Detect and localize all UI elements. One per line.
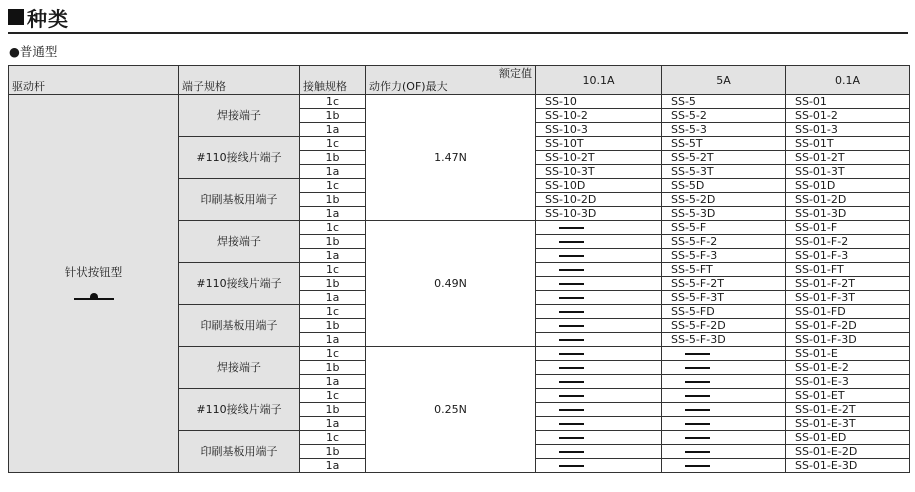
header-force: 动作力(OF)最大 <box>369 80 448 93</box>
model-code-cell: SS-5-FT <box>662 263 786 277</box>
model-code-cell: SS-01-ED <box>786 431 910 445</box>
dash-icon <box>559 465 584 467</box>
table-row <box>9 95 910 109</box>
model-code-cell: SS-01-2D <box>786 193 910 207</box>
model-code-cell: SS-01-F-3D <box>786 333 910 347</box>
dash-icon <box>559 437 584 439</box>
empty-cell <box>536 375 662 389</box>
dash-icon <box>559 241 584 243</box>
empty-cell <box>536 403 662 417</box>
model-code-cell: SS-5 <box>662 95 786 109</box>
terminal-type-cell: #110接线片端子 <box>179 263 300 305</box>
contact-cell: 1b <box>300 109 366 123</box>
dash-icon <box>559 297 584 299</box>
contact-cell: 1b <box>300 235 366 249</box>
model-code-cell: SS-01-F-2D <box>786 319 910 333</box>
contact-cell: 1a <box>300 459 366 473</box>
model-code-cell: SS-01-3T <box>786 165 910 179</box>
empty-cell <box>662 403 786 417</box>
model-code-cell: SS-01-FT <box>786 263 910 277</box>
terminal-type-cell: 印刷基板用端子 <box>179 179 300 221</box>
model-code-cell: SS-01-E-2 <box>786 361 910 375</box>
dash-icon <box>685 437 710 439</box>
empty-cell <box>662 375 786 389</box>
header-row <box>9 66 910 95</box>
contact-cell: 1a <box>300 375 366 389</box>
empty-cell <box>536 417 662 431</box>
empty-cell <box>536 305 662 319</box>
header-current-0: 10.1A <box>536 66 662 95</box>
section-title <box>8 3 69 31</box>
dash-icon <box>685 423 710 425</box>
subtitle: ●普通型 <box>9 44 58 59</box>
contact-cell: 1c <box>300 389 366 403</box>
contact-cell: 1b <box>300 445 366 459</box>
operating-force-cell: 0.49N <box>366 221 536 347</box>
pin-plunger-icon <box>74 289 114 301</box>
dash-icon <box>685 367 710 369</box>
spec-table <box>8 65 910 473</box>
dash-icon <box>559 283 584 285</box>
black-square-icon <box>8 9 24 25</box>
contact-cell: 1b <box>300 193 366 207</box>
empty-cell <box>536 235 662 249</box>
contact-cell: 1b <box>300 319 366 333</box>
contact-cell: 1b <box>300 403 366 417</box>
empty-cell <box>536 389 662 403</box>
empty-cell <box>536 263 662 277</box>
terminal-type-cell: 焊接端子 <box>179 347 300 389</box>
model-code-cell: SS-01-ET <box>786 389 910 403</box>
model-code-cell: SS-01-E-2D <box>786 445 910 459</box>
header-current-1: 5A <box>662 66 786 95</box>
model-code-cell: SS-01-2 <box>786 109 910 123</box>
model-code-cell: SS-01-E <box>786 347 910 361</box>
empty-cell <box>662 389 786 403</box>
model-code-cell: SS-5-2T <box>662 151 786 165</box>
header-contact: 接触规格 <box>300 66 366 95</box>
model-code-cell: SS-5-FD <box>662 305 786 319</box>
empty-cell <box>662 361 786 375</box>
empty-cell <box>662 347 786 361</box>
model-code-cell: SS-5-F-2T <box>662 277 786 291</box>
model-code-cell: SS-5D <box>662 179 786 193</box>
terminal-type-cell: 印刷基板用端子 <box>179 305 300 347</box>
empty-cell <box>662 417 786 431</box>
empty-cell <box>536 333 662 347</box>
contact-cell: 1c <box>300 347 366 361</box>
contact-cell: 1c <box>300 305 366 319</box>
model-code-cell: SS-5-2 <box>662 109 786 123</box>
contact-cell: 1c <box>300 95 366 109</box>
model-code-cell: SS-10-3 <box>536 123 662 137</box>
dash-icon <box>559 339 584 341</box>
header-terminal: 端子规格 <box>179 66 300 95</box>
actuator-type-label: 针状按钮型 <box>64 265 123 279</box>
terminal-type-cell: 焊接端子 <box>179 95 300 137</box>
model-code-cell: SS-01-F-3 <box>786 249 910 263</box>
header-force-rated <box>366 66 536 95</box>
empty-cell <box>536 361 662 375</box>
model-code-cell: SS-01-E-3 <box>786 375 910 389</box>
empty-cell <box>536 277 662 291</box>
model-code-cell: SS-01-FD <box>786 305 910 319</box>
model-code-cell: SS-01D <box>786 179 910 193</box>
dash-icon <box>559 269 584 271</box>
model-code-cell: SS-10T <box>536 137 662 151</box>
dash-icon <box>559 409 584 411</box>
empty-cell <box>536 319 662 333</box>
terminal-type-cell: 印刷基板用端子 <box>179 431 300 473</box>
empty-cell <box>662 445 786 459</box>
terminal-type-cell: #110接线片端子 <box>179 137 300 179</box>
model-code-cell: SS-01-2T <box>786 151 910 165</box>
model-code-cell: SS-01-E-3D <box>786 459 910 473</box>
actuator-cell <box>9 95 179 473</box>
title-divider <box>8 32 908 34</box>
model-code-cell: SS-10-2D <box>536 193 662 207</box>
dash-icon <box>685 353 710 355</box>
model-code-cell: SS-10 <box>536 95 662 109</box>
contact-cell: 1a <box>300 417 366 431</box>
model-code-cell: SS-5-3 <box>662 123 786 137</box>
model-code-cell: SS-01T <box>786 137 910 151</box>
model-code-cell: SS-01-F-2 <box>786 235 910 249</box>
dash-icon <box>559 395 584 397</box>
dash-icon <box>559 227 584 229</box>
dash-icon <box>685 395 710 397</box>
model-code-cell: SS-5-F-3D <box>662 333 786 347</box>
contact-cell: 1b <box>300 277 366 291</box>
header-actuator: 驱动杆 <box>9 66 179 95</box>
model-code-cell: SS-01-3 <box>786 123 910 137</box>
contact-cell: 1a <box>300 123 366 137</box>
dash-icon <box>559 255 584 257</box>
contact-cell: 1b <box>300 361 366 375</box>
model-code-cell: SS-01 <box>786 95 910 109</box>
contact-cell: 1b <box>300 151 366 165</box>
dash-icon <box>559 423 584 425</box>
empty-cell <box>536 459 662 473</box>
contact-cell: 1a <box>300 249 366 263</box>
contact-cell: 1a <box>300 207 366 221</box>
terminal-type-cell: #110接线片端子 <box>179 389 300 431</box>
empty-cell <box>536 445 662 459</box>
model-code-cell: SS-10-2 <box>536 109 662 123</box>
model-code-cell: SS-5T <box>662 137 786 151</box>
empty-cell <box>662 459 786 473</box>
operating-force-cell: 1.47N <box>366 95 536 221</box>
dash-icon <box>559 367 584 369</box>
empty-cell <box>536 221 662 235</box>
model-code-cell: SS-5-3T <box>662 165 786 179</box>
model-code-cell: SS-01-F-2T <box>786 277 910 291</box>
dash-icon <box>559 311 584 313</box>
dash-icon <box>559 451 584 453</box>
contact-cell: 1a <box>300 165 366 179</box>
model-code-cell: SS-01-F <box>786 221 910 235</box>
section-title-text: 种类 <box>27 6 69 31</box>
contact-cell: 1a <box>300 291 366 305</box>
header-current-2: 0.1A <box>786 66 910 95</box>
operating-force-cell: 0.25N <box>366 347 536 473</box>
dash-icon <box>559 353 584 355</box>
dash-icon <box>685 451 710 453</box>
empty-cell <box>536 249 662 263</box>
dash-icon <box>685 465 710 467</box>
empty-cell <box>536 291 662 305</box>
model-code-cell: SS-01-F-3T <box>786 291 910 305</box>
dash-icon <box>559 381 584 383</box>
empty-cell <box>536 431 662 445</box>
contact-cell: 1c <box>300 431 366 445</box>
empty-cell <box>662 431 786 445</box>
model-code-cell: SS-01-E-2T <box>786 403 910 417</box>
contact-cell: 1c <box>300 221 366 235</box>
model-code-cell: SS-01-E-3T <box>786 417 910 431</box>
model-code-cell: SS-5-F-3 <box>662 249 786 263</box>
dash-icon <box>685 409 710 411</box>
model-code-cell: SS-10-3D <box>536 207 662 221</box>
model-code-cell: SS-5-2D <box>662 193 786 207</box>
model-code-cell: SS-5-F-2 <box>662 235 786 249</box>
model-code-cell: SS-10-3T <box>536 165 662 179</box>
dash-icon <box>685 381 710 383</box>
contact-cell: 1c <box>300 179 366 193</box>
terminal-type-cell: 焊接端子 <box>179 221 300 263</box>
header-rated: 额定值 <box>499 67 532 80</box>
model-code-cell: SS-5-F-3T <box>662 291 786 305</box>
model-code-cell: SS-01-3D <box>786 207 910 221</box>
contact-cell: 1c <box>300 263 366 277</box>
model-code-cell: SS-10D <box>536 179 662 193</box>
contact-cell: 1a <box>300 333 366 347</box>
dash-icon <box>559 325 584 327</box>
model-code-cell: SS-10-2T <box>536 151 662 165</box>
model-code-cell: SS-5-F-2D <box>662 319 786 333</box>
model-code-cell: SS-5-3D <box>662 207 786 221</box>
contact-cell: 1c <box>300 137 366 151</box>
model-code-cell: SS-5-F <box>662 221 786 235</box>
empty-cell <box>536 347 662 361</box>
